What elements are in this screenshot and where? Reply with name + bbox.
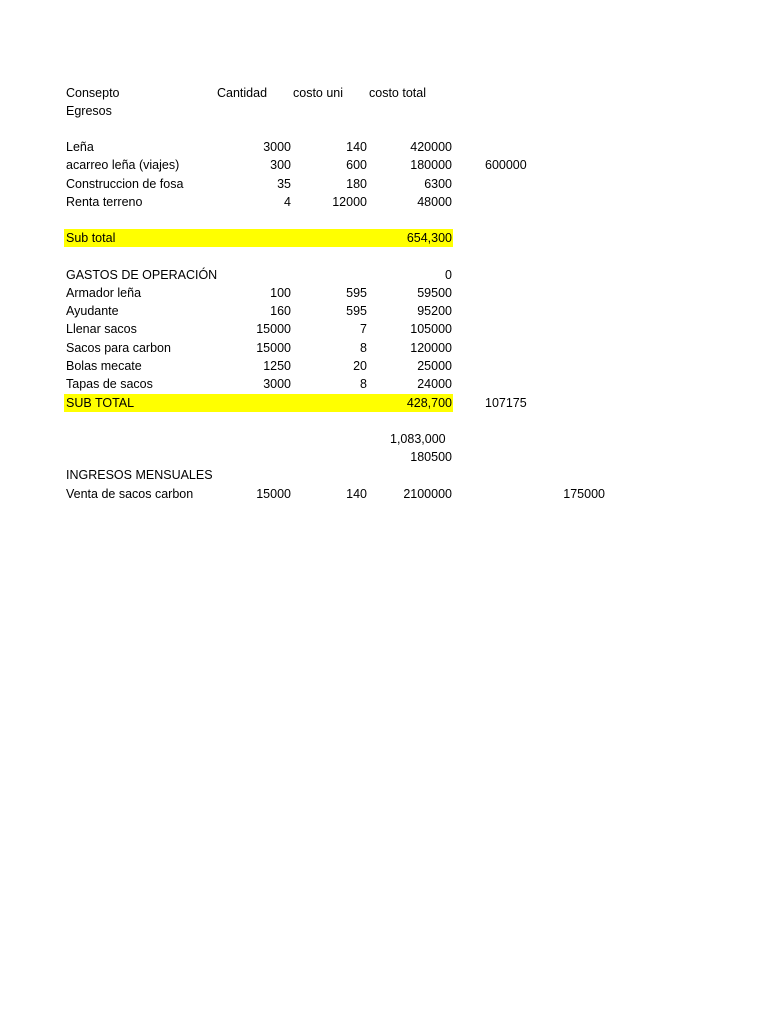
row-label: Tapas de sacos: [66, 377, 153, 391]
monthly-total-row: [0, 448, 768, 466]
section-gastos-total: 0: [445, 268, 452, 282]
row-label: acarreo leña (viajes): [66, 158, 180, 172]
row-label: Sacos para carbon: [66, 341, 171, 355]
table-row: [0, 485, 768, 503]
row-total-cost: 120000: [410, 341, 452, 355]
row-unit-cost: 140: [346, 487, 367, 501]
table-row: [0, 302, 768, 320]
section-gastos: [0, 266, 768, 284]
row-quantity: 15000: [256, 341, 291, 355]
row-unit-cost: 595: [346, 286, 367, 300]
section-egresos-label: Egresos: [66, 104, 112, 118]
row-total-cost: 6300: [424, 177, 452, 191]
row-label: Venta de sacos carbon: [66, 487, 194, 501]
grand-total-row: [0, 430, 768, 448]
header-unit-cost: costo uni: [293, 86, 344, 100]
row-label: Llenar sacos: [66, 322, 137, 336]
row-unit-cost: 595: [346, 304, 367, 318]
header-row: [0, 84, 768, 102]
row-total-cost: 2100000: [403, 487, 452, 501]
table-row: [0, 339, 768, 357]
row-total-cost: 95200: [417, 304, 452, 318]
header-concept: Consepto: [66, 86, 120, 100]
row-unit-cost: 8: [360, 377, 367, 391]
row-label: Bolas mecate: [66, 359, 142, 373]
table-row: [0, 375, 768, 393]
row-quantity: 100: [270, 286, 291, 300]
subtotal-highlight: [64, 229, 453, 247]
row-label: Construccion de fosa: [66, 177, 184, 191]
subtotal-label: Sub total: [66, 231, 116, 245]
subtotal-value: 654,300: [406, 231, 452, 245]
row-far-value: 175000: [563, 487, 605, 501]
row-total-cost: 105000: [410, 322, 452, 336]
row-quantity: 4: [284, 195, 291, 209]
row-unit-cost: 8: [360, 341, 367, 355]
table-row: [0, 193, 768, 211]
row-label: Renta terreno: [66, 195, 143, 209]
row-total-cost: 420000: [410, 140, 452, 154]
section-ingresos-label: INGRESOS MENSUALES: [66, 468, 213, 482]
section-egresos: [0, 102, 768, 120]
table-row: [0, 320, 768, 338]
row-unit-cost: 140: [346, 140, 367, 154]
row-label: Leña: [66, 140, 94, 154]
subtotal-row: [0, 229, 768, 247]
table-row: [0, 138, 768, 156]
row-total-cost: 25000: [417, 359, 452, 373]
row-unit-cost: 180: [346, 177, 367, 191]
subtotal-row: [0, 394, 768, 412]
table-row: [0, 175, 768, 193]
subtotal-label: SUB TOTAL: [66, 396, 135, 410]
row-total-cost: 180000: [410, 158, 452, 172]
header-quantity: Cantidad: [217, 86, 268, 100]
section-ingresos: [0, 466, 768, 484]
grand-total-value: 1,083,000: [390, 432, 446, 446]
table-row: [0, 284, 768, 302]
row-quantity: 3000: [263, 140, 291, 154]
row-quantity: 15000: [256, 322, 291, 336]
table-row: [0, 357, 768, 375]
row-unit-cost: 600: [346, 158, 367, 172]
row-label: Ayudante: [66, 304, 119, 318]
row-quantity: 300: [270, 158, 291, 172]
row-total-cost: 48000: [417, 195, 452, 209]
row-quantity: 15000: [256, 487, 291, 501]
row-quantity: 1250: [263, 359, 291, 373]
row-quantity: 3000: [263, 377, 291, 391]
row-total-cost: 59500: [417, 286, 452, 300]
row-unit-cost: 7: [360, 322, 367, 336]
header-total-cost: costo total: [369, 86, 426, 100]
row-unit-cost: 12000: [332, 195, 367, 209]
monthly-total-value: 180500: [410, 450, 452, 464]
table-row: [0, 156, 768, 174]
section-gastos-label: GASTOS DE OPERACIÓN: [66, 268, 218, 282]
row-total-cost: 24000: [417, 377, 452, 391]
subtotal-value: 428,700: [406, 396, 452, 410]
row-unit-cost: 20: [353, 359, 367, 373]
subtotal-extra-value: 107175: [485, 396, 527, 410]
row-quantity: 35: [277, 177, 291, 191]
row-extra-value: 600000: [485, 158, 527, 172]
row-quantity: 160: [270, 304, 291, 318]
row-label: Armador leña: [66, 286, 142, 300]
